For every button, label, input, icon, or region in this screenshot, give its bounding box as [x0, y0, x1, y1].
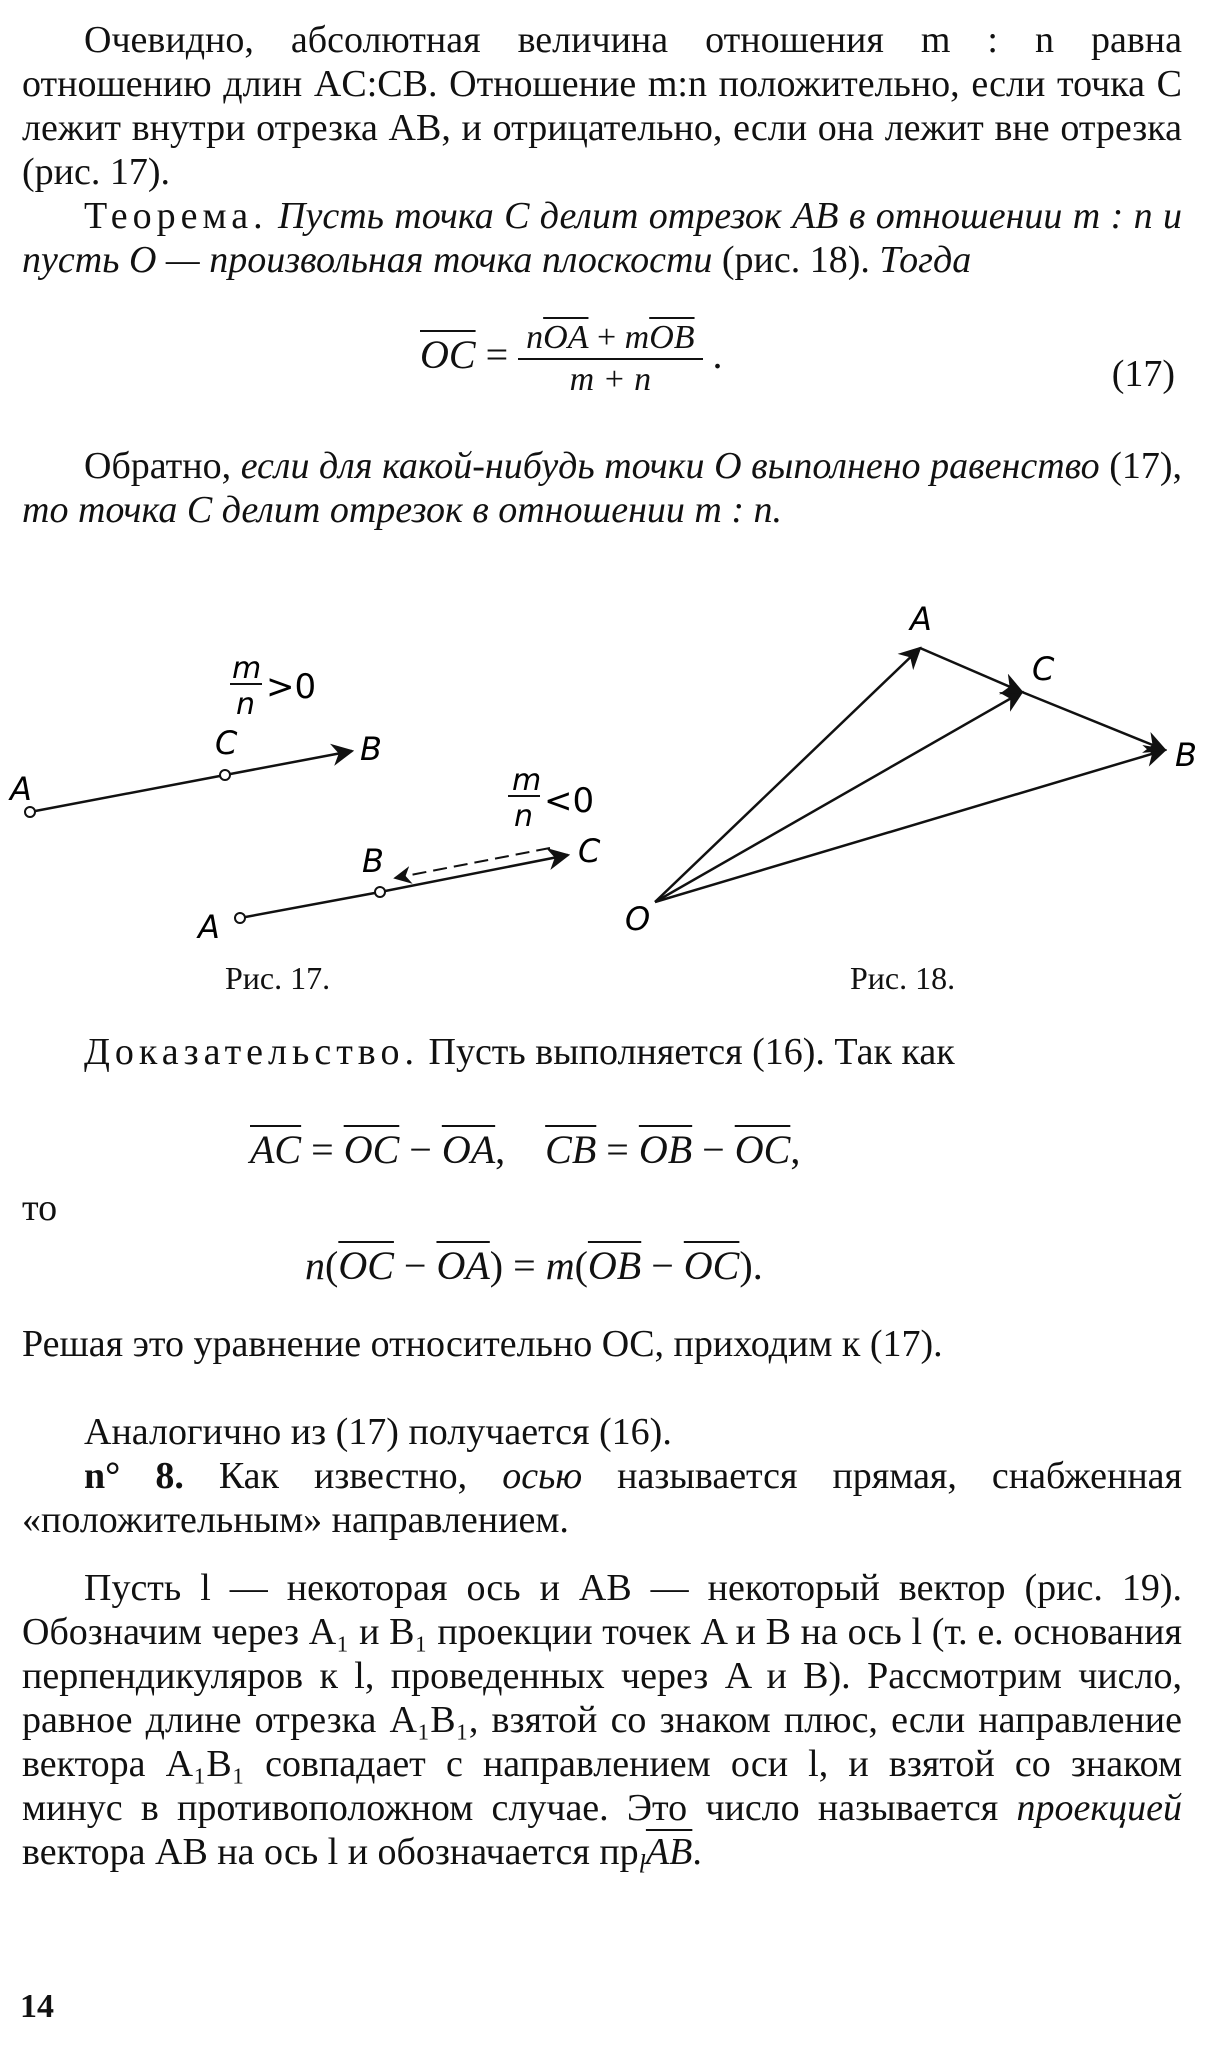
svg-text:<0: <0 [544, 781, 595, 821]
theorem-tail: Тогда [879, 239, 972, 281]
fig17-caption: Рис. 17. [225, 960, 331, 996]
theorem-ref: (рис. 18). [721, 239, 870, 281]
svg-text:>0: >0 [266, 667, 317, 707]
svg-text:B: B [362, 842, 384, 880]
fig18-diagram [625, 600, 1197, 938]
solve-paragraph: Решая это уравнение относительно OC, приходим к (17). [22, 1323, 943, 1365]
svg-text:A: A [10, 770, 32, 808]
svg-text:O: O [625, 900, 651, 938]
converse-head: Обратно, [84, 445, 232, 487]
svg-text:A: A [910, 600, 932, 638]
fig18-vector-OA [655, 648, 920, 902]
svg-text:C: C [578, 832, 601, 870]
section-n8: n° 8. Как известно, осью называется прямая, снабженная «положительным» направлением. [22, 1455, 1182, 1541]
svg-text:B: B [1175, 736, 1197, 774]
equation-proportion: $n(\overline{OC} - \overline{OA}) = m(\overline{OB} - \overline{OC})$. [305, 1243, 763, 1288]
word-to: то [22, 1187, 58, 1229]
fig18-caption: Рис. 18. [850, 960, 956, 996]
fig18-vector-OC [655, 692, 1022, 902]
figures [0, 590, 1205, 1010]
svg-text:m: m [512, 763, 542, 798]
equation-number-17: (17) [1111, 353, 1175, 395]
proof-start: Доказательство. Пусть выполняется (16). Так как [84, 1031, 955, 1073]
projection-paragraph: Пусть l — некоторая ось и AB — некоторый вектор (рис. 19). Обозначим через A₁ и B₁ проекции точек A и B на ось l (т. е. основания перпендикуляров к l, проведенных через A и B). Рассмотрим число, равное длине отрезка A₁B₁, взятой со знаком плюс, если направление вектора A₁B₁ совпадает с направлением оси l, и взятой со знаком минус в противоположном случае. Это число называется проекцией вектора AB на ось l и обозначается $пр_l\overline{AB}$. [22, 1567, 1182, 1879]
fig18-vector-CB [1022, 692, 1165, 750]
formula-fraction: $\frac{n\overline{OA} + m\overline{OB}}{m + n}$ [518, 318, 702, 400]
svg-text:A: A [198, 908, 220, 946]
fig17-point-A [25, 807, 35, 817]
fig17-segment-AC [30, 775, 225, 812]
svg-text:C: C [1032, 650, 1055, 688]
svg-text:C: C [215, 724, 238, 762]
formula-17: $\overline{OC}$ = $\frac{n\overline{OA} + m\overline{OB}}{m + n}$ . [420, 319, 723, 398]
similar-paragraph: Аналогично из (17) получается (16). [84, 1411, 672, 1453]
fig17-vector-CB [225, 751, 352, 775]
svg-text:n: n [514, 799, 534, 834]
svg-text:n: n [236, 687, 256, 722]
theorem-statement [22, 194, 1182, 282]
paragraph-ratio: Очевидно, абсолютная величина отношения m : n равна отношению длин AC:CB. Отношение m:n положительно, если точка C лежит внутри отрезка AB, и отрицательно, если она лежит вне отрезка (рис. 17). [22, 19, 1182, 193]
theorem-body: Пусть точка C делит отрезок AB в отношении m : n и пусть O — произвольная точка плоскости [22, 195, 1182, 281]
fig17-pos-label: m [232, 651, 262, 686]
theorem-head: Теорема. [84, 195, 268, 237]
fig18-vector-AC [920, 648, 1022, 692]
proof-head: Доказательство. [84, 1031, 419, 1073]
equation-differences: $\overline{AC} = \overline{OC} - \overline{OA}$, $\overline{CB} = \overline{OB} - \overline{OC}$, [250, 1127, 801, 1172]
formula-lhs: $\overline{OC}$ [420, 332, 476, 378]
page-number: 14 [20, 1988, 54, 2025]
fig17-positive [8, 651, 382, 817]
section-number: n° 8. [84, 1455, 184, 1497]
svg-text:B: B [360, 730, 382, 768]
converse-statement: Обратно, если для какой-нибудь точки O выполнено равенство (17), то точка C делит отрезок в отношении m : n. [22, 445, 1183, 531]
fig18-vector-OB [655, 750, 1165, 902]
fig17-negative [196, 763, 601, 946]
fig17-point-C [220, 770, 230, 780]
